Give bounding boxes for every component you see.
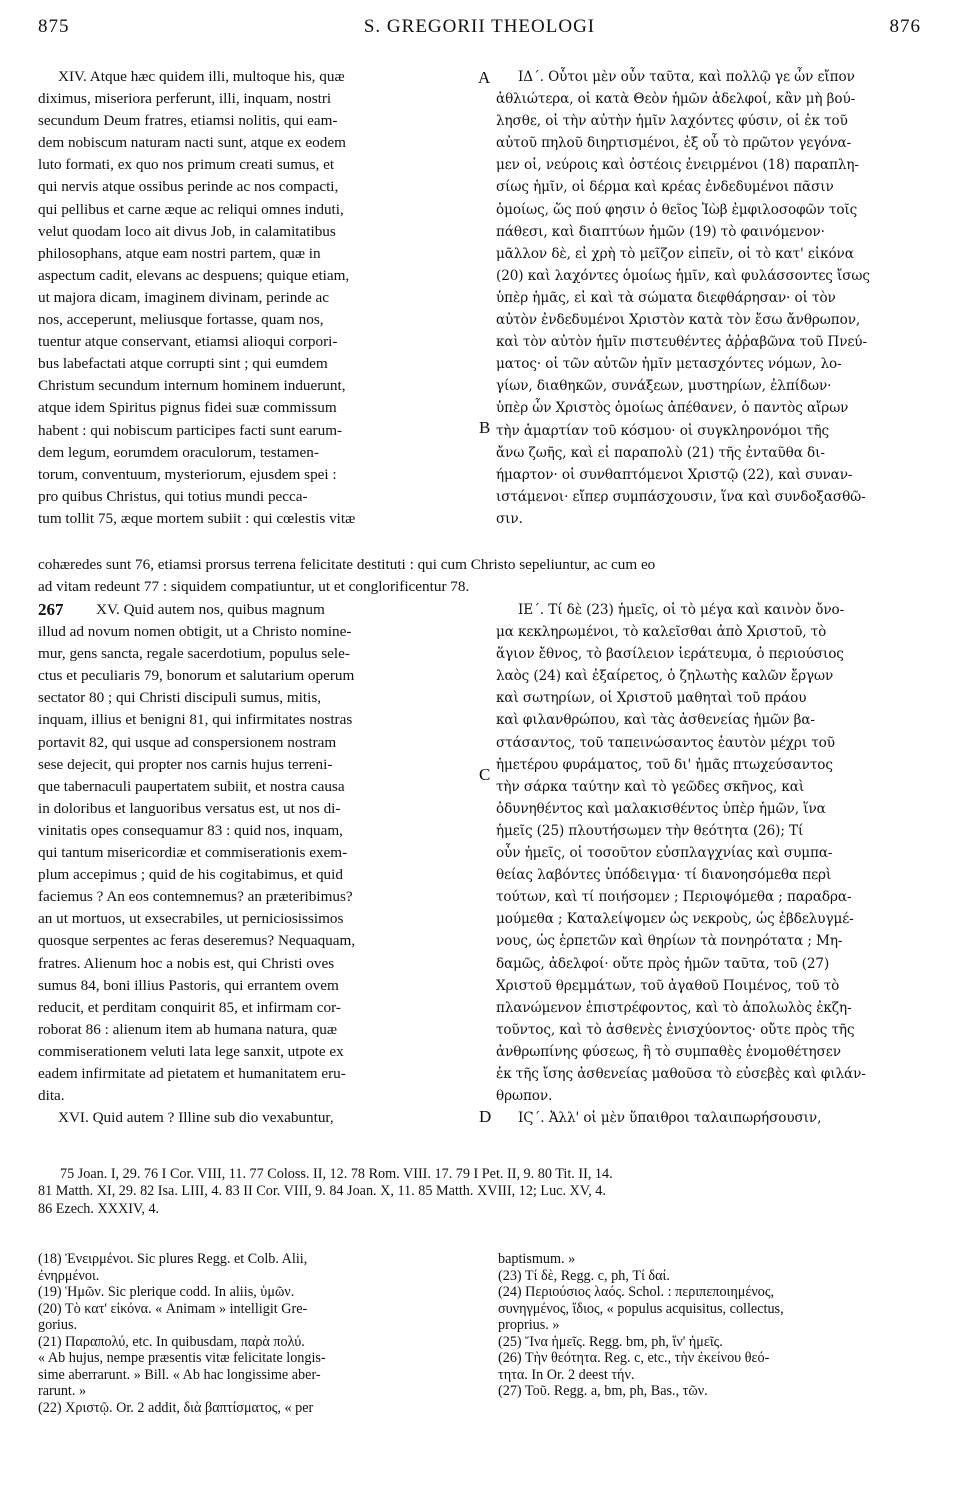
greek-text-line: λαὸς (24) καὶ ἐξαίρετος, ὁ ζηλωτὴς καλῶν ἔργων: [496, 668, 834, 685]
latin-text-line: velut quodam loco ait divus Job, in calamitatibus: [38, 222, 336, 240]
greek-text-line: αὐτὸν ἐνδεδυμένοι Χριστὸν κατὰ τὸν ἔσω ἄνθρωπον,: [496, 312, 861, 329]
greek-text-line: καὶ τὸν αὐτὸν ἡμῖν πιστευθέντες ἀῤῥαβῶνα τοῦ Πνεύ-: [496, 334, 867, 351]
latin-text-line: ctus et peculiaris 79, bonorum et salutarium operum: [38, 667, 355, 685]
greek-text-line: νους, ὡς ἑρπετῶν καὶ θηρίων τὰ πονηρότατα ; Μη-: [496, 933, 843, 950]
critical-note-line: τητα. In Or. 2 deest τήν.: [498, 1366, 635, 1383]
greek-text-line: δαμῶς, ἀδελφοί· οὔτε πρὸς ἡμῶν ταῦτα, τοῦ (27): [496, 955, 830, 972]
latin-text-line: eadem infirmitate ad pietatem et humanitatem eru-: [38, 1064, 346, 1082]
critical-note-line: συνηγμένος, ἴδιος, « populus acquisitus, collectus,: [498, 1300, 784, 1317]
latin-text-line: roborat 86 : alienum item ab humana natura, quæ: [38, 1020, 338, 1038]
greek-text-line: θείας λαβόντες ὑπόδειγμα· τί διανοησόμεθα περὶ: [496, 867, 832, 884]
reference-notes: [38, 1166, 928, 1218]
latin-text-line: Christum secundum internum hominem induerunt,: [38, 377, 346, 395]
greek-text-line: ἀθλιώτερα, οἱ κατὰ Θεὸν ἡμῶν ἀδελφοί, κἂν μὴ βού-: [496, 91, 856, 108]
latin-text-line: faciemus ? An eos contemnemus? an præteribimus?: [38, 888, 353, 906]
greek-text-line: ἅγιον ἔθνος, τὸ βασίλειον ἱεράτευμα, ὁ περιούσιος: [496, 646, 844, 663]
latin-text-line: nos, acceperunt, meliusque fortasse, quam nos,: [38, 311, 324, 329]
latin-text-line: dem nobiscum naturam nacti sunt, atque ex eodem: [38, 134, 346, 152]
greek-text-line: ΙΔ΄. Οὗτοι μὲν οὖν ταῦτα, καὶ πολλῷ γε ὧν εἴπον: [518, 69, 855, 85]
latin-text-line: secundum Deum fratres, etiamsi nolitis, qui eam-: [38, 112, 338, 130]
greek-text-line: λησθε, οἱ τὴν αὐτὴν ἡμῖν λαχόντες φύσιν, οἱ ἐκ τοῦ: [496, 113, 848, 130]
critical-note-line: gorius.: [38, 1317, 78, 1333]
latin-text-line: sumus 84, boni illius Pastoris, qui errantem ovem: [38, 976, 339, 994]
critical-note-line: (22) Χριστῷ. Or. 2 addit, διὰ βαπτίσματος, « per: [38, 1399, 314, 1416]
latin-column-top: [38, 66, 478, 530]
latin-text-line: XV. Quid autem nos, quibus magnum: [96, 601, 325, 618]
critical-note-line: rarunt. »: [38, 1383, 87, 1399]
latin-text-line: dita.: [38, 1087, 65, 1105]
latin-text-line: tuentur atque conservant, etiamsi alioqui corpori-: [38, 333, 338, 351]
greek-text-line: ὁμοίως, ὥς πού φησιν ὁ θεῖος Ἰὼβ ἐμφιλοσοφῶν τοῖς: [496, 201, 858, 218]
latin-text-line: pro quibus Christus, qui totius mundi pecca-: [38, 487, 308, 505]
greek-text-line: καὶ φιλανθρώπου, καὶ τὰς ἀσθενείας ἡμῶν βα-: [496, 712, 815, 729]
greek-text-line: ἡμετέρου φυράματος, τοῦ δι' ἡμᾶς πτωχεύσαντος: [496, 756, 833, 773]
greek-text-line: ΙΕ΄. Τί δὲ (23) ἡμεῖς, οἱ τὸ μέγα καὶ καινὸν ὄνο-: [518, 602, 845, 618]
greek-text-line: στάσαντος, τοῦ ταπεινώσαντος ἑαυτὸν μέχρι τοῦ: [496, 734, 835, 751]
latin-text-line: XIV. Atque hæc quidem illi, multoque his, quæ: [58, 68, 345, 85]
critical-note-line: (25) Ἵνα ἡμεῖς. Regg. bm, ph, ἵν' ἡμεῖς.: [498, 1333, 723, 1350]
full-width-line-1: cohæredes sunt 76, etiamsi prorsus terrena felicitate destituti : qui cum Christo sepeliuntur, ac cum eo: [38, 556, 656, 573]
greek-text-line: τὴν ἁμαρτίαν τοῦ κόσμου· οἱ συγκληρονόμοι τῆς: [496, 422, 830, 439]
margin-letter-d: D: [479, 1107, 492, 1126]
running-title: S. GREGORII THEOLOGI: [363, 16, 596, 37]
greek-text-line: (20) καὶ λαχόντες ὁμοίως ἡμῖν, καὶ φυλάσσοντες ἴσως: [496, 267, 870, 284]
greek-text-line: ὀδυνηθέντος καὶ μαλακισθέντος ὑπὲρ ἡμῶν, ἵνα: [496, 800, 826, 817]
greek-text-line: αὐτοῦ πηλοῦ διηρτισμένοι, ἐξ οὗ τὸ πρῶτον γεγόνα-: [496, 135, 852, 152]
latin-text-line: plum accepimus ; quid de his cogitabimus, et quid: [38, 866, 343, 884]
full-width-line-2: ad vitam redeunt 77 : siquidem compatiuntur, ut et conglorificentur 78.: [38, 578, 470, 595]
critical-note-line: baptismum. »: [498, 1251, 576, 1267]
greek-text-line: γίων, διαθηκῶν, συνάξεων, μυστηρίων, ἐλπίδων·: [496, 378, 832, 395]
right-page-number: 876: [889, 16, 921, 37]
latin-text-line: inquam, illius et benigni 81, qui infirmitates nostras: [38, 711, 353, 729]
greek-text-line: ὑπὲρ ὧν Χριστὸς ὁμοίως ἀπέθανεν, ὁ παντὸς αἴρων: [496, 400, 849, 417]
greek-text-line: σίως ἡμῖν, οἱ δέρμα καὶ κρέας ἐνδεδυμένοι πᾶσιν: [496, 179, 834, 196]
greek-text-line: ἡμεῖς (25) πλουτήσωμεν τὴν θεότητα (26); Τί: [496, 822, 804, 839]
greek-text-line: πάθεσι, καὶ διαπτύων ἡμῶν (19) τὸ φαινόμενον·: [496, 223, 825, 240]
greek-text-line: σιν.: [496, 510, 523, 527]
critical-note-line: (20) Τὸ κατ' εἰκόνα. « Animam » intelligit Gre-: [38, 1300, 308, 1317]
greek-text-line: ὑπὲρ ἡμᾶς, εἰ καὶ τὰ σώματα διεφθάρησαν· οἱ τὸν: [496, 289, 836, 306]
latin-text-line: atque idem Spiritus pignus fidei suæ commissum: [38, 399, 337, 417]
latin-text-line: vinitatis opes consequamur 83 : quid nos, inquam,: [38, 821, 343, 839]
greek-text-line: καὶ σωτηρίων, οἱ Χριστοῦ μαθηταὶ τοῦ πράου: [496, 690, 807, 707]
greek-text-line: μεν οἱ, νεύροις καὶ ὀστέοις ἐνειρμένοι (18) παραπλη-: [496, 157, 859, 174]
greek-text-line: ματος· οἱ τῶν αὐτῶν ἡμῖν μετασχόντες νόμων, λο-: [496, 356, 842, 373]
latin-text-line: qui pellibus et carne æque ac reliqui omnes induti,: [38, 200, 344, 218]
greek-text-line: μούμεθα ; Καταλείψομεν ὡς νεκροὺς, ὡς ἐβδελυγμέ-: [496, 911, 854, 928]
latin-text-line: illud ad novum nomen obtigit, ut a Christo nomine-: [38, 623, 352, 641]
latin-text-line: qui nervis atque ossibus perinde ac nos compacti,: [38, 178, 339, 196]
latin-text-line: commiserationem veluti lata lege sanxit, utpote ex: [38, 1042, 344, 1060]
greek-text-line: ιστάμενοι· εἴπερ συμπάσχουσιν, ἵνα καὶ συνδοξασθῶ-: [496, 488, 866, 505]
latin-text-line: que tabernaculi paupertatem subiit, et nostra causa: [38, 777, 345, 795]
reference-note-line: 86 Ezech. XXXIV, 4.: [38, 1200, 160, 1217]
critical-note-line: « Ab hujus, nempe præsentis vitæ felicitate longis-: [38, 1350, 326, 1366]
reference-note-line: 81 Matth. XI, 29. 82 Isa. LIII, 4. 83 II Cor. VIII, 9. 84 Joan. X, 11. 85 Matth. XVIII, 12; Luc. XV, 4.: [38, 1183, 606, 1200]
latin-text-line: diximus, miseriora perferunt, illi, inquam, nostri: [38, 90, 332, 108]
latin-text-line: habent : qui nobiscum participes facti sunt earum-: [38, 421, 343, 439]
greek-text-line: ἐκ τῆς ἴσης ἀσθενείας μαθοῦσα τὸ εὐσεβὲς καὶ φιλάν-: [496, 1065, 866, 1082]
critical-note-line: (23) Τί δὲ, Regg. c, ph, Τί δαί.: [498, 1267, 670, 1284]
margin-letter-b: B: [479, 418, 491, 437]
latin-text-line: bus labefactati atque corrupti sint ; qui eumdem: [38, 355, 328, 373]
latin-text-line: dem legum, eorumdem oraculorum, testamen-: [38, 443, 319, 461]
margin-letter-a: A: [478, 68, 491, 87]
critical-note-line: (26) Τὴν θεότητα. Reg. c, etc., τὴν ἐκείνου θεό-: [498, 1350, 770, 1366]
greek-text-line: ἀνθρωπίνης φύσεως, ἣ τὸ συμπαθὲς ἐνομοθέτησεν: [496, 1043, 841, 1060]
greek-column-top: [496, 66, 924, 530]
latin-text-line: qui tantum misericordiæ et commiserationis exem-: [38, 844, 348, 862]
latin-text-line: luto formati, ex quo nos primum creati sumus, et: [38, 156, 335, 174]
latin-column-mid: [38, 599, 478, 1129]
greek-text-line: τὴν σάρκα ταύτην καὶ τὸ γεῶδες σκῆνος, καὶ: [496, 778, 805, 795]
critical-note-line: sime aberrarunt. » Bill. « Ab hac longissime aber-: [38, 1366, 321, 1383]
latin-text-line: ut majora dicam, imaginem divinam, perinde ac: [38, 288, 329, 306]
greek-text-line: ΙϚ΄. Ἀλλ' οἱ μὲν ὕπαιθροι ταλαιπωρήσουσιν,: [518, 1110, 822, 1127]
latin-text-line: tum tollit 75, æque mortem subiit : qui cœlestis vitæ: [38, 509, 356, 527]
critical-note-line: (18) Ἐνειρμένοι. Sic plures Regg. et Colb. Alii,: [38, 1251, 308, 1267]
latin-text-line: torum, conventuum, mysteriorum, ejusdem spei :: [38, 465, 337, 483]
greek-text-line: μᾶλλον δὲ, εἰ χρὴ τὸ μεῖζον εἰπεῖν, οἱ τὸ κατ' εἰκόνα: [496, 245, 854, 262]
critical-notes-left: [38, 1251, 478, 1416]
latin-text-line: reducit, et perditam conquirit 85, et infirmam cor-: [38, 998, 341, 1016]
critical-note-line: (27) Τοῦ. Regg. a, bm, ph, Bas., τῶν.: [498, 1383, 708, 1399]
greek-text-line: ἄνω ζωῆς, καὶ εἰ παραπολὺ (21) τῆς ἐνταῦθα δι-: [496, 444, 825, 461]
latin-text-line: quosque serpentes ac feras deseremus? Nequaquam,: [38, 932, 356, 950]
latin-text-line: XVI. Quid autem ? Illine sub dio vexabuntur,: [58, 1109, 334, 1127]
greek-text-line: πλανώμενον ἐπιστρέφοντος, καὶ τὸ ἀπολωλὸς ἐκζη-: [496, 999, 852, 1016]
critical-note-line: (24) Περιούσιος λαός. Schol. : περιπεποιημένος,: [498, 1284, 775, 1300]
latin-text-line: sectator 80 ; qui Christi discipuli sumus, mitis,: [38, 689, 322, 707]
critical-note-line: (21) Παραπολύ, etc. In quibusdam, παρὰ πολύ.: [38, 1333, 305, 1350]
greek-text-line: τοῦντος, καὶ τὸ ἀσθενὲς ἐνισχύοντος· οὔτε πρὸς τῆς: [496, 1021, 855, 1038]
greek-text-line: οὖν ἡμεῖς, οἱ τοσοῦτον εὐσπλαγχνίας καὶ συμπα-: [496, 845, 833, 862]
greek-text-line: θρωπον.: [496, 1088, 553, 1105]
latin-text-line: mur, gens sancta, regale sacerdotium, populus sele-: [38, 645, 350, 663]
greek-text-line: ήμαρτον· οἱ συνθαπτόμενοι Χριστῷ (22), καὶ συναν-: [496, 466, 853, 483]
greek-text-line: Χριστοῦ θρεμμάτων, τοῦ ἀγαθοῦ Ποιμένος, τοῦ τὸ: [496, 977, 840, 994]
section-number-267: 267: [38, 600, 64, 619]
greek-text-line: μα κεκληρωμένοι, τὸ καλεῖσθαι ἀπὸ Χριστοῦ, τὸ: [496, 624, 827, 641]
latin-text-line: aspectum cadit, elevans ac despuens; quique etiam,: [38, 266, 350, 284]
latin-text-line: in doloribus et languoribus versatus est, ut nos di-: [38, 799, 341, 817]
critical-notes-right: [498, 1251, 928, 1400]
critical-note-line: proprius. »: [498, 1317, 560, 1333]
greek-text-line: τούτων, καὶ τί ποιήσομεν ; Περιοψόμεθα ; παραδρα-: [496, 889, 852, 906]
critical-note-line: (19) Ἡμῶν. Sic plerique codd. In aliis, ὑμῶν.: [38, 1284, 295, 1300]
latin-text-line: fratres. Alienum hoc a nobis est, qui Christi oves: [38, 954, 335, 972]
left-page-number: 875: [38, 16, 70, 37]
margin-letter-c: C: [479, 765, 491, 784]
reference-note-line: 75 Joan. I, 29. 76 I Cor. VIII, 11. 77 Coloss. II, 12. 78 Rom. VIII. 17. 79 I Pet. II, 9. 80 Tit. II, 14.: [60, 1166, 613, 1182]
latin-text-line: sese dejecit, qui propter nos carnis hujus terreni-: [38, 755, 333, 773]
latin-text-line: an ut mortuos, ut exsecrabiles, ut perniciosissimos: [38, 910, 344, 928]
critical-note-line: ἐνηρμένοι.: [38, 1267, 100, 1284]
latin-text-line: portavit 82, qui usque ad conspersionem nostram: [38, 733, 337, 751]
page-header: [38, 16, 921, 42]
latin-text-line: philosophans, atque eam nostri partem, quæ in: [38, 244, 321, 262]
greek-column-mid: [496, 599, 924, 1129]
